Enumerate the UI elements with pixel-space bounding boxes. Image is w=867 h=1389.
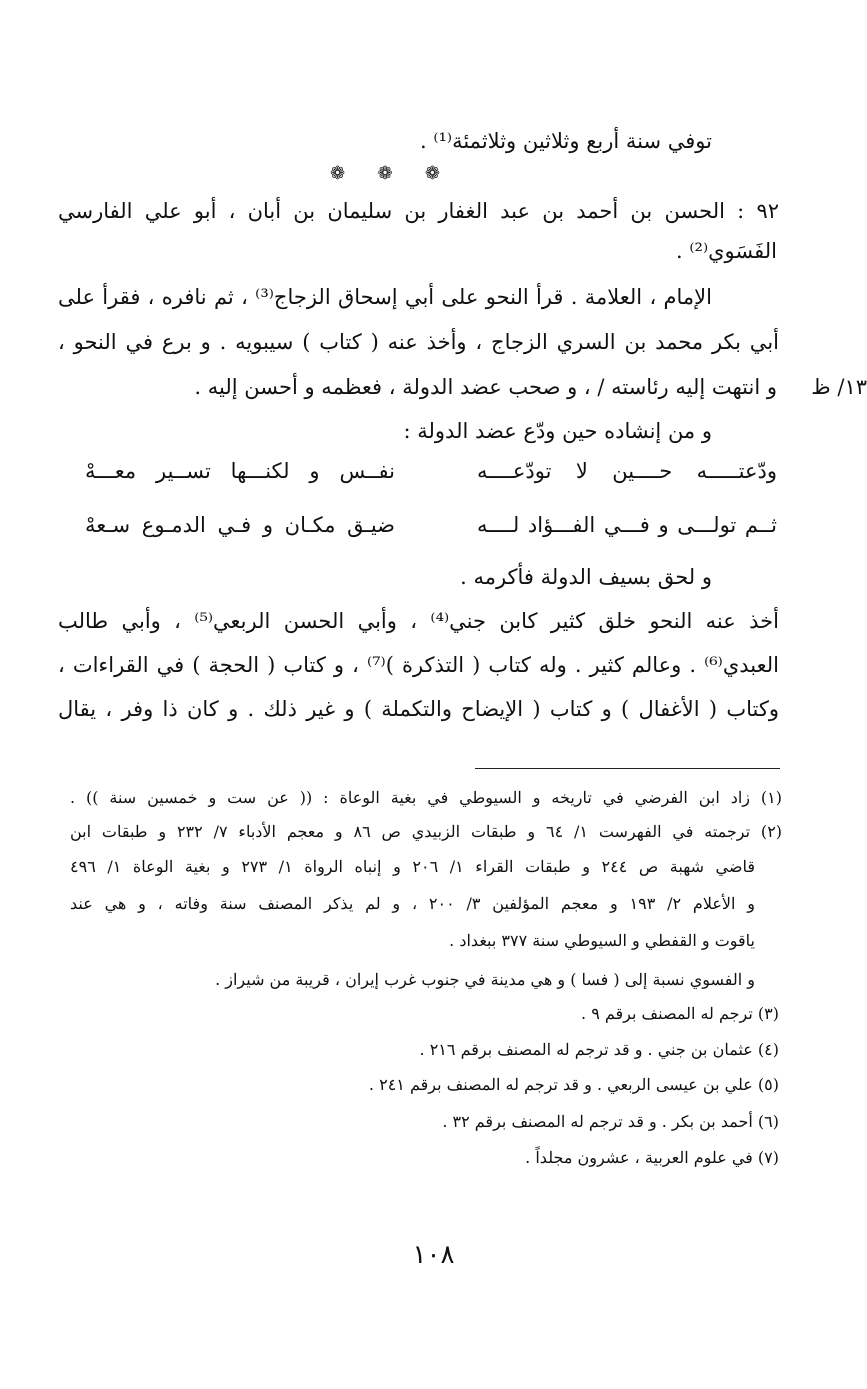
footnote-1: (١) زاد ابن الفرضي في تاريخه و السيوطي في بغية الوعاة : (( عن ست و خمسين سنة )) . xyxy=(70,788,782,807)
body-line-9: أخذ عنه النحو خلق كثير كابن جني⁽⁴⁾ ، وأبي الحسن الربعي⁽⁵⁾ ، وأبي طالب xyxy=(58,609,779,633)
footnote-2-cont: قاضي شهبة ص ٢٤٤ و طبقات القراء ١/ ٢٠٦ و إنباه الرواة ١/ ٢٧٣ و بغية الوعاة ١/ ٤٩٦ xyxy=(70,857,755,876)
ornament-icon: ❁ xyxy=(377,163,393,184)
footnote-2-cont: و الفسوي نسبة إلى ( فسا ) و هي مدينة في جنوب غرب إيران ، قريبة من شيراز . xyxy=(215,970,755,989)
footnote-2-cont: و الأعلام ٢/ ١٩٣ و معجم المؤلفين ٣/ ٢٠٠ ، و لم يذكر المصنف سنة وفاته ، و هي عند xyxy=(70,894,756,913)
verse-2-first-hemistich: ثــم تولـــى و فـــي الفـــؤاد لــــه xyxy=(477,513,777,537)
body-line-10: العبدي⁽⁶⁾ . وعالم كثير . وله كتاب ( التذكرة )⁽⁷⁾ ، و كتاب ( الحجة ) في القراءات ، xyxy=(58,653,779,677)
footnote-3: (٣) ترجم له المصنف برقم ٩ . xyxy=(581,1004,779,1023)
entry-heading: ٩٢ : الحسن بن أحمد بن عبد الغفار بن سليمان بن أبان ، أبو علي الفارسي xyxy=(58,199,779,223)
footnote-5: (٥) علي بن عيسى الربعي . و قد ترجم له المصنف برقم ٢٤١ . xyxy=(368,1075,779,1094)
footnote-separator xyxy=(475,768,780,769)
body-line-11: وكتاب ( الأغفال ) و كتاب ( الإيضاح والتكملة ) و غير ذلك . و كان ذا وفر ، يقال xyxy=(58,697,779,721)
footnote-6: (٦) أحمد بن بكر . و قد ترجم له المصنف برقم ٣٢ . xyxy=(442,1112,779,1131)
verse-2-second-hemistich: ضيـق مكـان و فـي الدمـوع سـعهْ xyxy=(85,513,395,537)
body-line-6: و انتهت إليه رئاسته / ، و صحب عضد الدولة ، فعظمه و أحسن إليه . xyxy=(194,375,777,399)
entry-heading-cont: الفَسَوي⁽²⁾ . xyxy=(676,239,777,263)
ornament-icon: ❁ xyxy=(330,163,346,184)
margin-folio-note: ١٣/ ظ xyxy=(811,375,867,399)
footnote-7: (٧) في علوم العربية ، عشرون مجلداً . xyxy=(525,1148,779,1167)
body-line-1: توفي سنة أربع وثلاثين وثلاثمئة⁽¹⁾ . xyxy=(419,129,712,153)
footnote-2-cont: ياقوت و القفطي و السيوطي سنة ٣٧٧ ببغداد . xyxy=(449,931,755,950)
verse-1-first-hemistich: ودّعتـــــه حــــين لا تودّعــــه xyxy=(477,459,777,483)
body-line-5: أبي بكر محمد بن السري الزجاج ، وأخذ عنه ( كتاب ) سيبويه . و برع في النحو ، xyxy=(58,330,779,354)
verse-1-second-hemistich: نفــس و لكنـــها تســير معـــهْ xyxy=(85,459,395,483)
footnote-4: (٤) عثمان بن جني . و قد ترجم له المصنف برقم ٢١٦ . xyxy=(419,1040,779,1059)
body-line-8: و لحق بسيف الدولة فأكرمه . xyxy=(460,565,712,589)
page-number: ١٠٨ xyxy=(412,1240,455,1270)
section-separator xyxy=(330,164,440,184)
ornament-icon: ❁ xyxy=(424,163,440,184)
body-line-7: و من إنشاده حين ودّع عضد الدولة : xyxy=(403,419,712,443)
body-line-4: الإمام ، العلامة . قرأ النحو على أبي إسحاق الزجاج⁽³⁾ ، ثم نافره ، فقرأ على xyxy=(58,285,712,309)
footnote-2: (٢) ترجمته في الفهرست ١/ ٦٤ و طبقات الزبيدي ص ٨٦ و معجم الأدباء ٧/ ٢٣٢ و طبقات ابن xyxy=(70,822,783,841)
